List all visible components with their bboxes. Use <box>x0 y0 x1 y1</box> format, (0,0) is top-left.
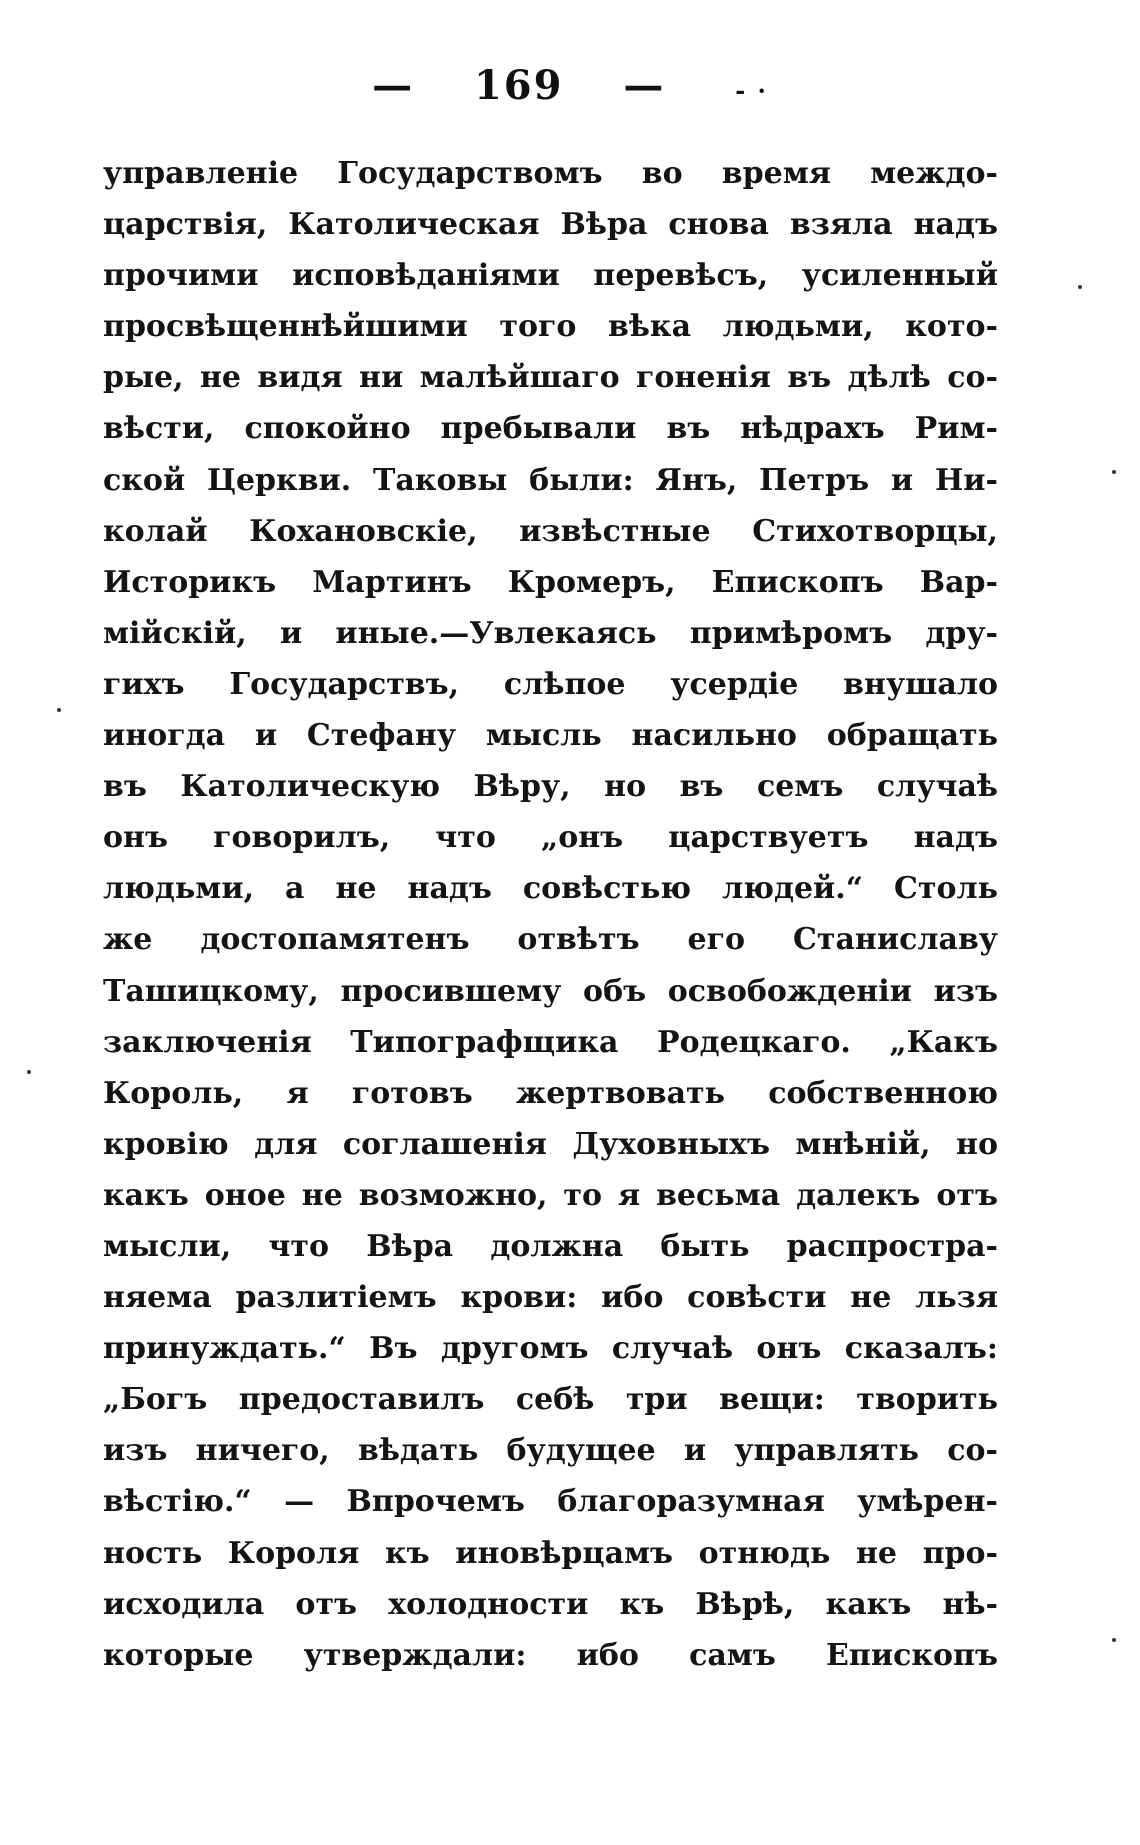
page-number: 169 <box>473 62 564 109</box>
text-line: рые, не видя ни малѣйшаго гоненія въ дѣлѣ со- <box>103 360 998 396</box>
text-line: няема разлитіемъ крови: ибо совѣсти не льзя <box>103 1280 998 1316</box>
text-line: гихъ Государствъ, слѣпое усердіе внушало <box>103 666 998 702</box>
text-line: ской Церкви. Таковы были: Янъ, Петръ и Ни- <box>103 462 998 498</box>
header-mark: - · <box>735 76 768 105</box>
text-line: „Богъ предоставилъ себѣ три вещи: творить <box>103 1382 998 1418</box>
text-line: людьми, а не надъ совѣстью людей.“ Столь <box>103 871 998 907</box>
text-line: которые утверждали: ибо самъ Епископъ <box>103 1637 998 1673</box>
scan-speck <box>27 1070 31 1074</box>
text-line: прочими исповѣданіями перевѣсъ, усиленный <box>103 258 998 294</box>
text-line: ность Короля къ иновѣрцамъ отнюдь не про- <box>103 1535 998 1571</box>
scan-speck <box>57 708 61 712</box>
text-line: изъ ничего, вѣдать будущее и управлять со- <box>103 1433 998 1469</box>
text-line: Историкъ Мартинъ Кромеръ, Епископъ Вар- <box>103 564 998 600</box>
text-line: иногда и Стефану мысль насильно обращать <box>103 718 998 754</box>
text-line: исходила отъ холодности къ Вѣрѣ, какъ нѣ- <box>103 1586 998 1622</box>
text-line: вѣстію.“ — Впрочемъ благоразумная умѣрен- <box>103 1484 998 1520</box>
text-line: мысли, что Вѣра должна быть распростра- <box>103 1228 998 1264</box>
text-line: просвѣщеннѣйшими того вѣка людьми, кото- <box>103 309 998 345</box>
text-line: же достопамятенъ отвѣтъ его Станиславу <box>103 922 998 958</box>
text-line: онъ говорилъ, что „онъ царствуетъ надъ <box>103 820 998 856</box>
text-line: мійскій, и иные.—Увлекаясь примѣромъ дру- <box>103 615 998 651</box>
text-line: въ Католическую Вѣру, но въ семъ случаѣ <box>103 769 998 805</box>
text-line: колай Кохановскіе, извѣстные Стихотворцы, <box>103 513 998 549</box>
text-line: принуждать.“ Въ другомъ случаѣ онъ сказалъ: <box>103 1331 998 1367</box>
text-line: Король, я готовъ жертвовать собственною <box>103 1075 998 1111</box>
text-line: заключенія Типографщика Родецкаго. „Какъ <box>103 1024 998 1060</box>
scan-speck <box>1112 1638 1116 1642</box>
scan-speck <box>1078 285 1082 289</box>
page-header <box>0 62 1140 109</box>
scan-speck <box>1112 470 1116 474</box>
text-line: управленіе Государствомъ во время междо- <box>103 156 998 191</box>
header-dash-left: — <box>372 62 415 109</box>
text-line: кровію для соглашенія Духовныхъ мнѣній, но <box>103 1126 998 1162</box>
text-line: какъ оное не возможно, то я весьма далекъ отъ <box>103 1177 998 1213</box>
text-line: Ташицкому, просившему объ освобожденіи изъ <box>103 973 998 1009</box>
body-text <box>103 148 998 1681</box>
text-line: вѣсти, спокойно пребывали въ нѣдрахъ Рим- <box>103 411 998 447</box>
header-dash-right: — <box>623 62 666 109</box>
text-line: царствія, Католическая Вѣра снова взяла надъ <box>103 207 998 243</box>
